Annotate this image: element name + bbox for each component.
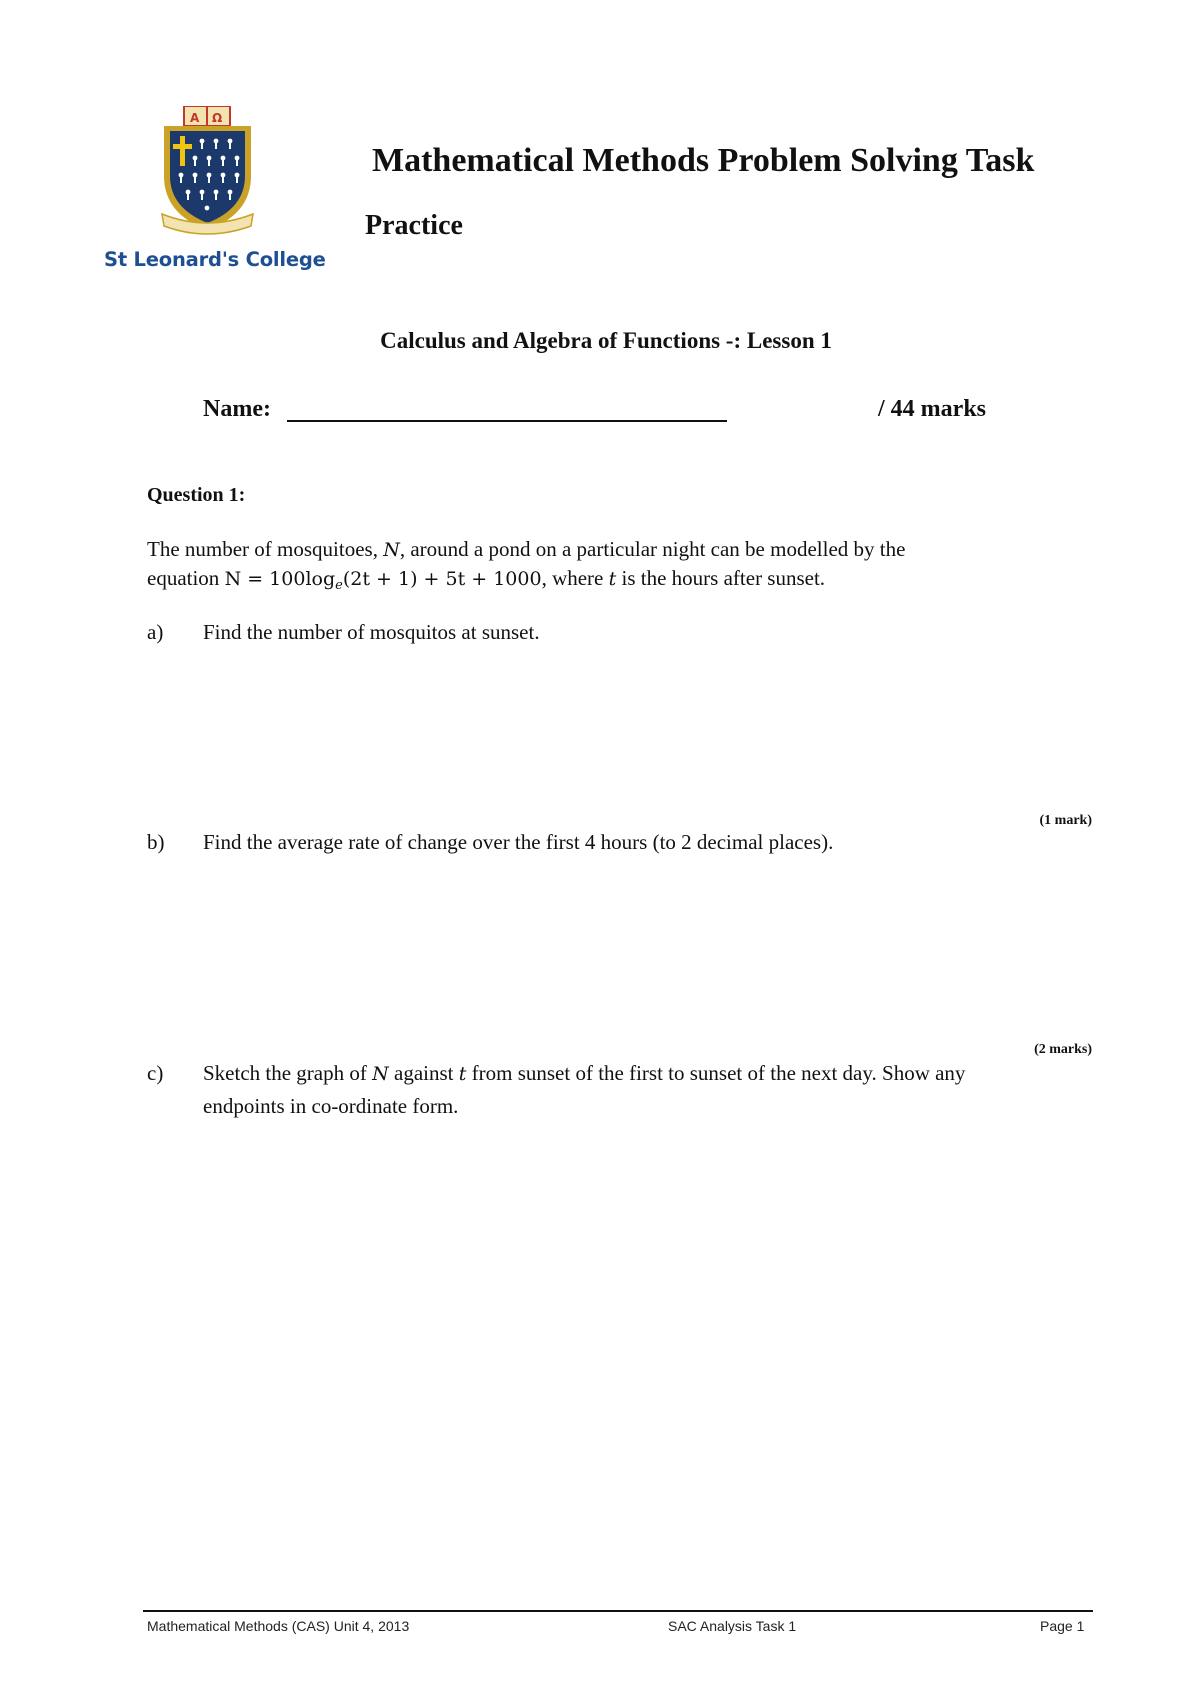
variable-t: t [608, 568, 617, 590]
footer-page-number: Page 1 [1040, 1618, 1085, 1634]
equation-lhs: N = 100log [224, 568, 336, 590]
part-c-text: from sunset of the first to sunset of the next day. Show any [466, 1061, 966, 1085]
question-1-heading: Question 1: [147, 484, 246, 506]
intro-text: equation [147, 566, 225, 590]
equation-log-base: e [335, 578, 343, 593]
part-c-text: against [388, 1061, 459, 1085]
name-blank-line[interactable] [287, 420, 727, 422]
school-name-logo-text: St Leonard's College [104, 248, 326, 271]
footer-course: Mathematical Methods (CAS) Unit 4, 2013 [147, 1618, 410, 1634]
part-b-label: b) [147, 830, 165, 854]
part-c-text-line-1 [203, 1061, 965, 1086]
variable-t: t [458, 1063, 467, 1085]
part-c-label: c) [147, 1061, 164, 1085]
part-b-text: Find the average rate of change over the first 4 hours (to 2 decimal places). [203, 830, 834, 854]
equation [224, 568, 542, 593]
document-subtitle: Practice [365, 210, 463, 241]
part-c-text-line-2: endpoints in co-ordinate form. [203, 1094, 459, 1118]
question-1-intro-line-2 [147, 563, 825, 601]
intro-text: , where [541, 566, 609, 590]
part-a-label: a) [147, 620, 164, 644]
question-1-intro-line-1 [147, 534, 905, 565]
total-marks: / 44 marks [878, 396, 986, 422]
part-a-marks: (1 mark) [1039, 813, 1092, 828]
intro-text: The number of mosquitoes, [147, 537, 384, 561]
footer-divider [143, 1610, 1093, 1612]
name-label: Name: [203, 396, 271, 422]
topic-heading: Calculus and Algebra of Functions -: Lesson 1 [380, 328, 832, 353]
footer-task: SAC Analysis Task 1 [668, 1618, 797, 1634]
svg-text:A: A [190, 111, 200, 125]
intro-text: is the hours after sunset. [616, 566, 826, 590]
part-c-text: Sketch the graph of [203, 1061, 373, 1085]
intro-text: , around a pond on a particular night can be modelled by the [399, 537, 906, 561]
variable-n: N [383, 539, 400, 561]
document-title: Mathematical Methods Problem Solving Task [372, 142, 1035, 179]
part-b-marks: (2 marks) [1034, 1042, 1092, 1057]
svg-text:Ω: Ω [212, 111, 223, 125]
school-crest-logo [160, 106, 255, 238]
variable-n: N [372, 1063, 389, 1085]
equation-rhs: (2t + 1) + 5t + 1000 [342, 568, 542, 590]
part-a-text: Find the number of mosquitos at sunset. [203, 620, 540, 644]
